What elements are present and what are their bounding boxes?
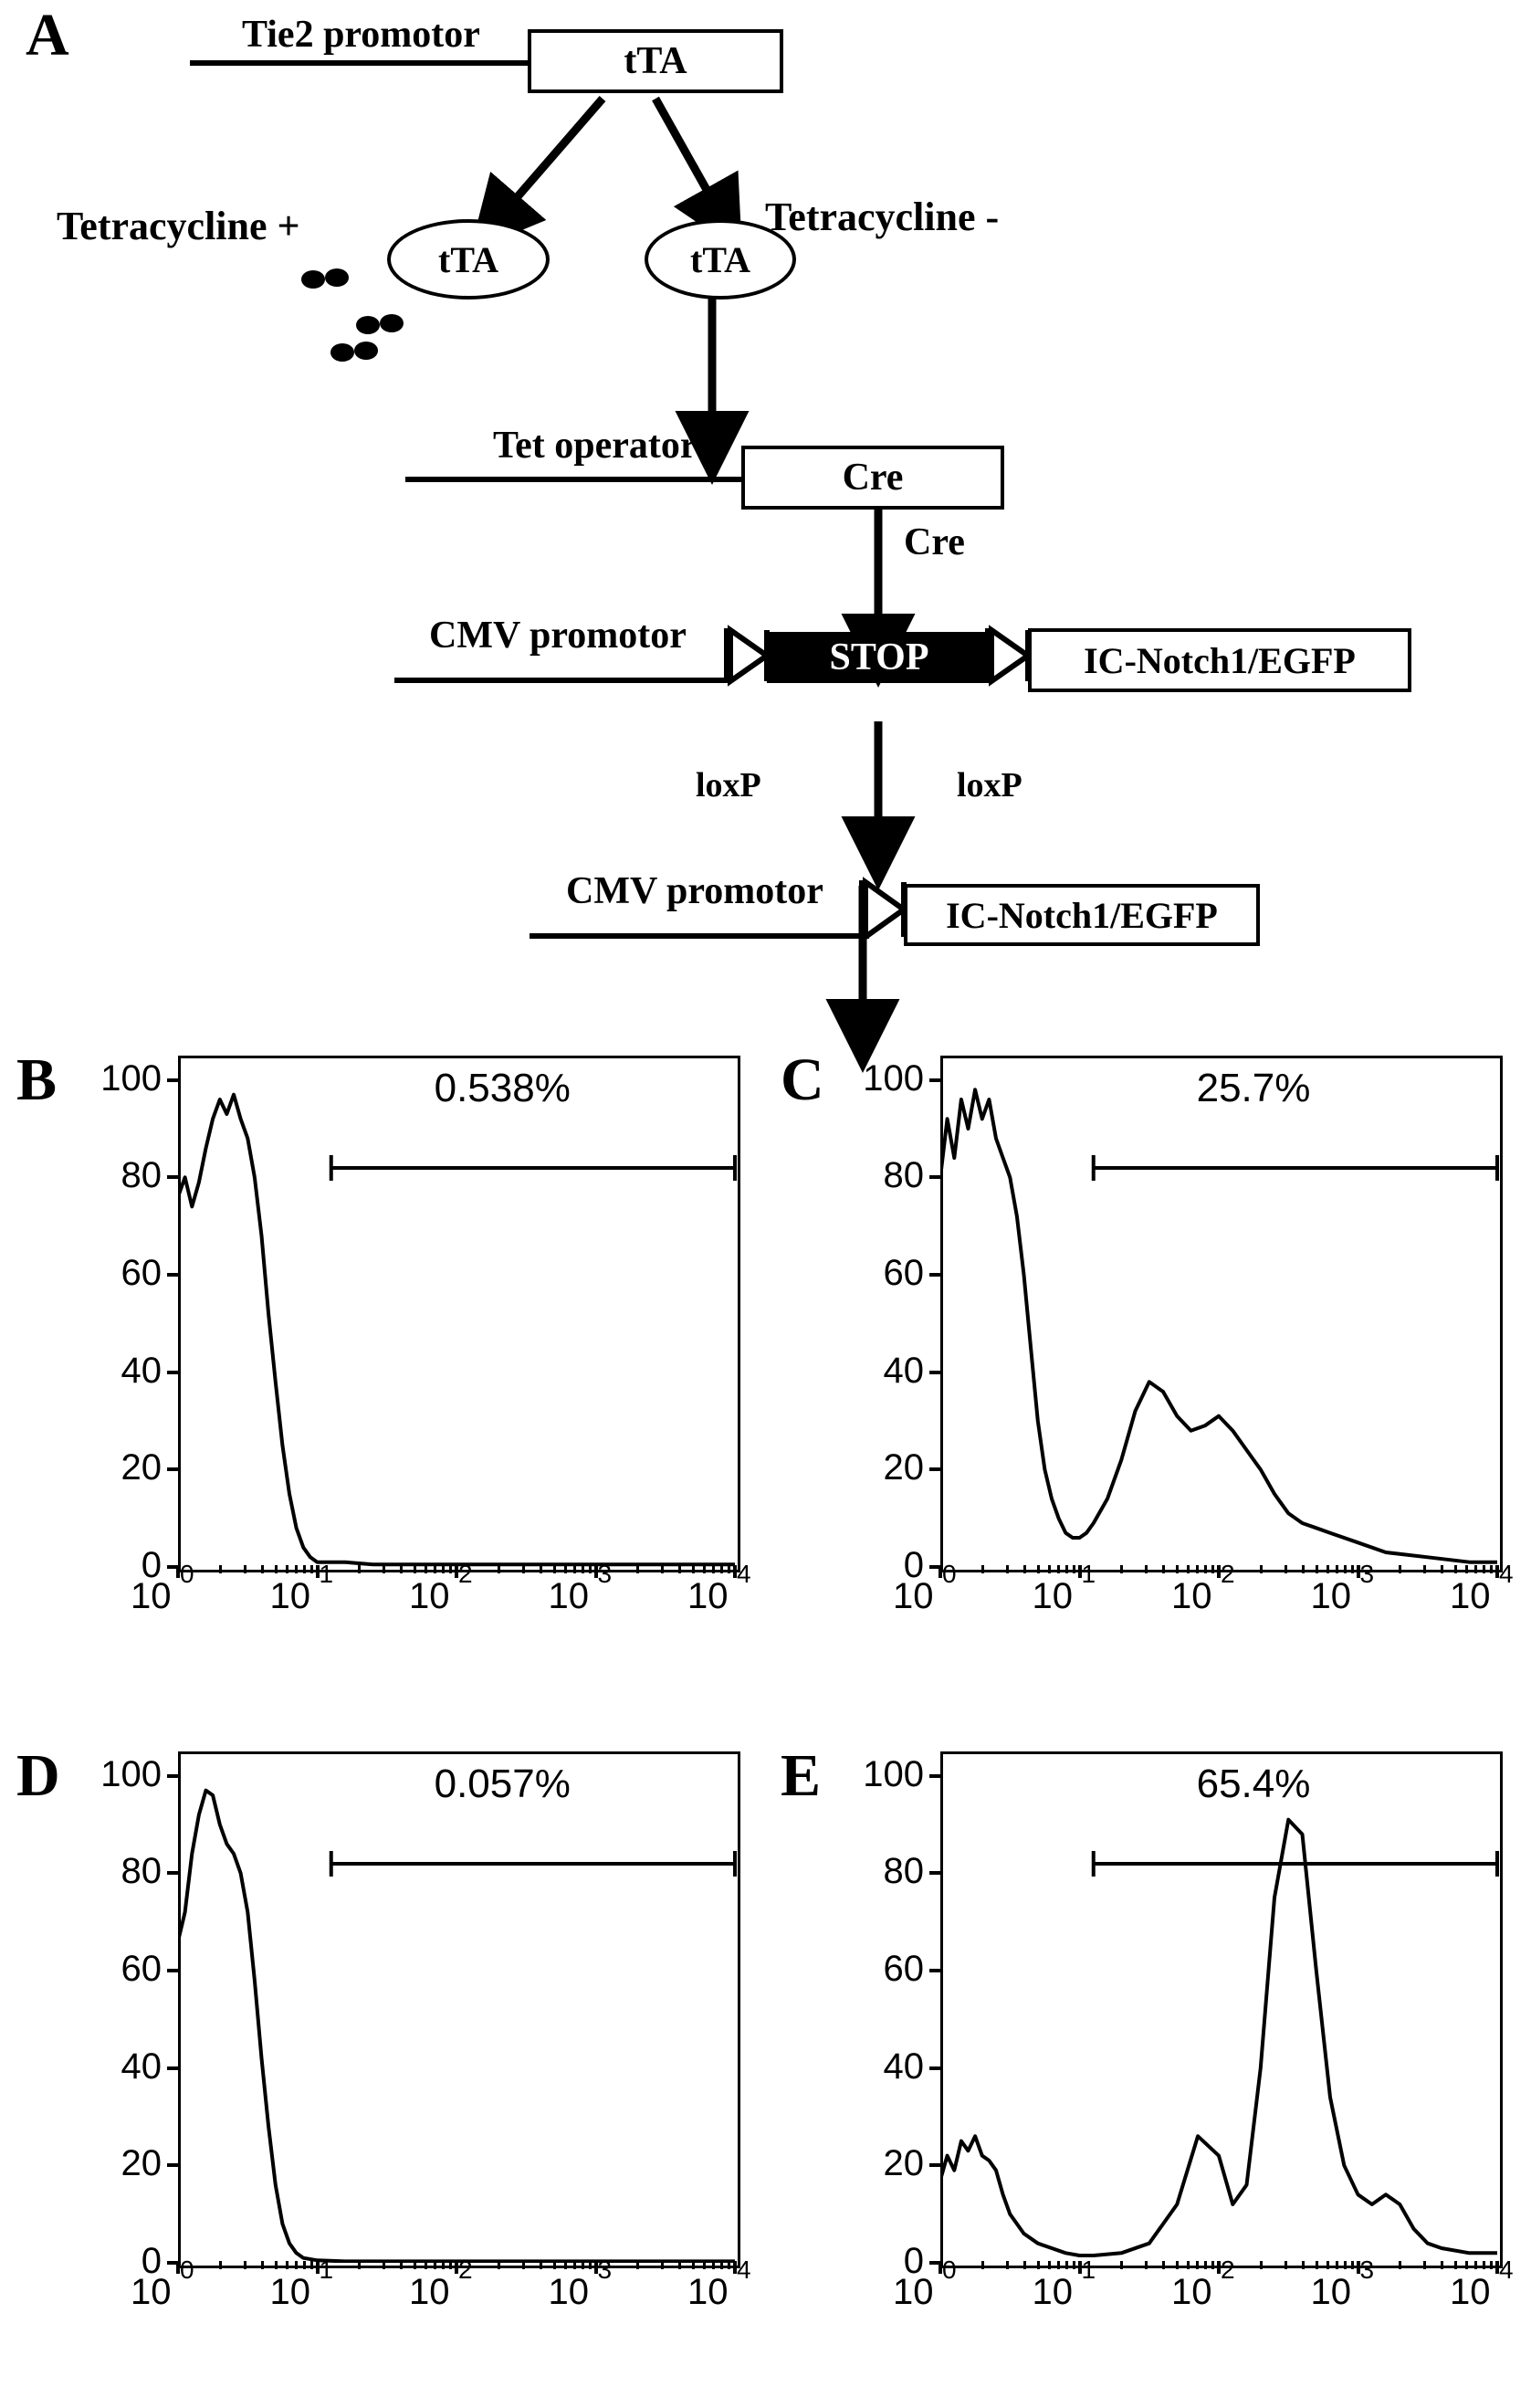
y-tick-label: 40 xyxy=(883,1350,924,1391)
x-tick-mark xyxy=(733,1565,737,1578)
y-tick-label: 0 xyxy=(903,1545,924,1585)
y-tick-label: 60 xyxy=(883,1253,924,1293)
x-tick-exponent: 2 xyxy=(458,1560,473,1588)
tet-operator-label: Tet operator xyxy=(493,425,697,467)
x-tick-exponent: 3 xyxy=(1359,2256,1375,2284)
x-tick-label: 10 xyxy=(1032,2272,1073,2312)
x-tick-exponent: 0 xyxy=(942,2256,957,2284)
tta-ellipse-left: tTA xyxy=(387,219,550,300)
cmv-promotor-label-1: CMV promotor xyxy=(429,615,687,657)
x-tick-label: 10 xyxy=(409,1576,450,1616)
x-tick-label: 10 xyxy=(1450,1576,1491,1616)
x-tick-label: 10 xyxy=(1032,1576,1073,1616)
panel-c-letter: C xyxy=(781,1046,824,1113)
stop-cassette: STOP xyxy=(767,632,991,683)
cmv-promotor-label-2: CMV promotor xyxy=(566,870,823,912)
x-tick-label: 10 xyxy=(1310,1576,1351,1616)
histogram-trace xyxy=(940,1056,1497,1567)
x-tick-mark xyxy=(1078,2261,1082,2274)
y-tick-label: 40 xyxy=(121,2045,162,2087)
x-tick-exponent: 0 xyxy=(180,1560,194,1588)
x-tick-mark xyxy=(594,1565,598,1578)
y-tick-label: 80 xyxy=(883,1155,924,1196)
tetracycline-minus-label: Tetracycline - xyxy=(765,195,1000,239)
y-tick-label: 20 xyxy=(883,2143,924,2184)
x-tick-exponent: 4 xyxy=(1499,1560,1514,1588)
x-tick-exponent: 4 xyxy=(1499,2256,1514,2284)
gate-percent-label: 0.057% xyxy=(434,1761,571,1806)
y-tick-label: 100 xyxy=(863,1753,924,1794)
cre-gene-box: Cre xyxy=(741,446,1004,510)
y-tick-label: 40 xyxy=(121,1350,162,1391)
x-tick-mark xyxy=(176,2261,180,2274)
x-tick-mark xyxy=(733,2261,737,2274)
x-tick-exponent: 3 xyxy=(597,1560,613,1588)
x-tick-label: 10 xyxy=(548,1576,589,1616)
x-tick-mark xyxy=(1495,1565,1499,1578)
x-tick-exponent: 1 xyxy=(319,2256,334,2284)
x-tick-mark xyxy=(455,2261,458,2274)
x-tick-mark xyxy=(455,1565,458,1578)
x-tick-exponent: 1 xyxy=(1081,1560,1096,1588)
x-tick-label: 10 xyxy=(687,1576,729,1616)
x-tick-mark xyxy=(176,1565,180,1578)
x-tick-mark xyxy=(316,2261,320,2274)
ic-notch1-egfp-box-1: IC-Notch1/EGFP xyxy=(1028,628,1411,692)
loxp-label-right: loxP xyxy=(957,766,1022,804)
y-tick-label: 80 xyxy=(883,1851,924,1892)
histogram-trace xyxy=(178,1056,735,1567)
x-tick-exponent: 0 xyxy=(180,2256,194,2284)
x-tick-label: 10 xyxy=(893,1576,934,1616)
x-tick-label: 10 xyxy=(131,2272,172,2312)
x-tick-label: 10 xyxy=(269,1576,310,1616)
y-tick-label: 0 xyxy=(141,2241,162,2281)
x-tick-mark xyxy=(1217,1565,1221,1578)
y-tick-label: 20 xyxy=(121,1447,162,1488)
x-tick-exponent: 1 xyxy=(319,1560,334,1588)
y-tick-label: 60 xyxy=(121,1253,162,1293)
y-tick-label: 60 xyxy=(883,1949,924,1989)
x-tick-label: 10 xyxy=(893,2272,934,2312)
cre-arrow-label: Cre xyxy=(904,521,965,563)
x-tick-exponent: 2 xyxy=(1221,2256,1235,2284)
y-tick-label: 80 xyxy=(121,1851,162,1892)
histogram-trace xyxy=(940,1751,1497,2263)
tetracycline-plus-label: Tetracycline + xyxy=(57,204,300,248)
x-tick-mark xyxy=(1357,2261,1360,2274)
x-tick-exponent: 4 xyxy=(737,2256,751,2284)
gate-percent-label: 65.4% xyxy=(1196,1761,1311,1806)
x-tick-label: 10 xyxy=(548,2272,589,2312)
panel-b-letter: B xyxy=(16,1046,58,1113)
panel-e-letter: E xyxy=(781,1742,822,1809)
x-tick-mark xyxy=(1495,2261,1499,2274)
panel-a xyxy=(0,0,1531,1032)
tta-gene-box: tTA xyxy=(528,29,783,93)
gate-percent-label: 0.538% xyxy=(434,1066,571,1110)
x-tick-label: 10 xyxy=(131,1576,172,1616)
tie2-promotor-label: Tie2 promotor xyxy=(242,14,480,56)
cmv-promotor-line-2 xyxy=(530,933,869,939)
y-tick-label: 20 xyxy=(121,2143,162,2184)
loxp-label-left: loxP xyxy=(696,766,761,804)
x-tick-mark xyxy=(594,2261,598,2274)
x-tick-label: 10 xyxy=(409,2272,450,2312)
y-tick-label: 100 xyxy=(100,1057,162,1099)
x-tick-mark xyxy=(1078,1565,1082,1578)
x-tick-exponent: 3 xyxy=(597,2256,613,2284)
y-tick-label: 0 xyxy=(141,1545,162,1585)
x-tick-exponent: 0 xyxy=(942,1560,957,1588)
x-tick-mark xyxy=(316,1565,320,1578)
x-tick-mark xyxy=(939,1565,942,1578)
x-tick-label: 10 xyxy=(1171,1576,1212,1616)
y-tick-label: 20 xyxy=(883,1447,924,1488)
x-tick-mark xyxy=(939,2261,942,2274)
x-tick-label: 10 xyxy=(687,2272,729,2312)
x-tick-exponent: 4 xyxy=(737,1560,751,1588)
x-tick-label: 10 xyxy=(1310,2272,1351,2312)
x-tick-exponent: 1 xyxy=(1081,2256,1096,2284)
y-tick-label: 0 xyxy=(903,2241,924,2281)
x-tick-mark xyxy=(1217,2261,1221,2274)
ic-notch1-egfp-box-2: IC-Notch1/EGFP xyxy=(904,884,1260,946)
x-tick-exponent: 3 xyxy=(1359,1560,1375,1588)
x-tick-label: 10 xyxy=(1171,2272,1212,2312)
x-tick-exponent: 2 xyxy=(458,2256,473,2284)
tta-ellipse-right: tTA xyxy=(645,219,796,300)
y-tick-label: 60 xyxy=(121,1949,162,1989)
x-tick-exponent: 2 xyxy=(1221,1560,1235,1588)
x-tick-mark xyxy=(1357,1565,1360,1578)
y-tick-label: 100 xyxy=(863,1057,924,1099)
panel-d-letter: D xyxy=(16,1742,60,1809)
y-tick-label: 80 xyxy=(121,1155,162,1196)
histogram-trace xyxy=(178,1751,735,2263)
x-tick-label: 10 xyxy=(269,2272,310,2312)
y-tick-label: 40 xyxy=(883,2045,924,2087)
x-tick-label: 10 xyxy=(1450,2272,1491,2312)
panel-a-letter: A xyxy=(26,2,69,68)
y-tick-label: 100 xyxy=(100,1753,162,1794)
gate-percent-label: 25.7% xyxy=(1196,1066,1311,1110)
